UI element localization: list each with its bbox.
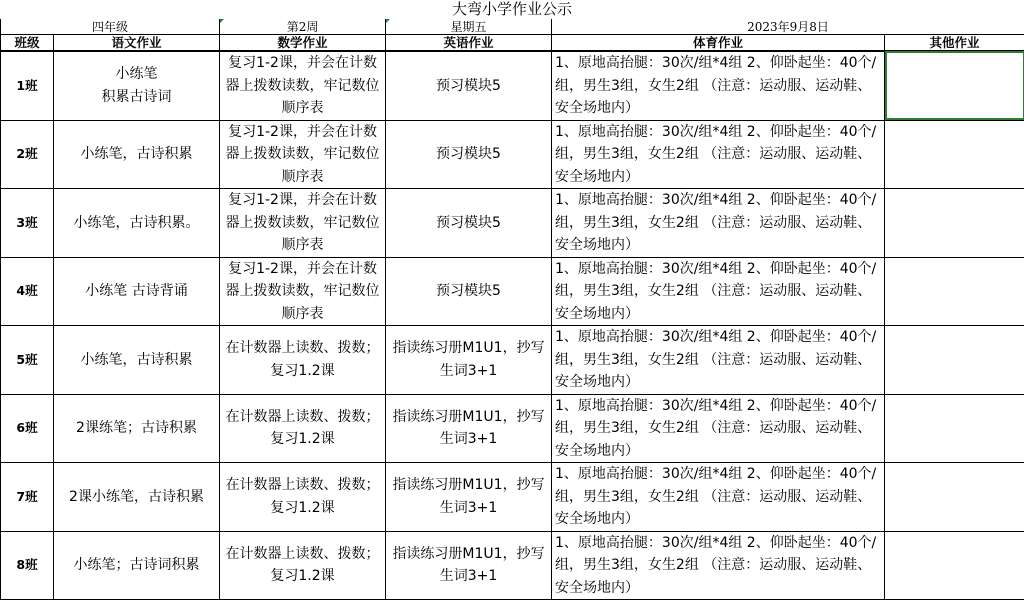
header-other[interactable]: 其他作业 <box>885 35 1024 52</box>
math-homework-cell[interactable]: 在计数器上读数、拨数；复习1.2课 <box>220 463 386 532</box>
weekday-cell[interactable]: 星期五 <box>386 19 552 35</box>
other-homework-cell[interactable] <box>885 394 1024 463</box>
table-row <box>1 120 1024 189</box>
english-homework-cell[interactable]: 指读练习册M1U1，抄写生词3+1 <box>386 531 552 600</box>
chinese-homework-cell[interactable]: 小练笔 积累古诗词 <box>54 51 220 120</box>
header-class[interactable]: 班级 <box>1 35 54 52</box>
pe-homework-cell[interactable]: 1、原地高抬腿：30次/组*4组 2、仰卧起坐：40个/组，男生3组，女生2组 （注意：运动服、运动鞋、安全场地内） <box>552 189 885 258</box>
header-row <box>1 35 1024 52</box>
math-homework-cell[interactable]: 复习1-2课，并会在计数器上拨数读数，牢记数位顺序表 <box>220 51 386 120</box>
math-homework-cell[interactable]: 在计数器上读数、拨数；复习1.2课 <box>220 531 386 600</box>
math-homework-cell[interactable]: 在计数器上读数、拨数；复习1.2课 <box>220 326 386 395</box>
other-homework-cell[interactable] <box>885 189 1024 258</box>
english-homework-cell[interactable]: 预习模块5 <box>386 189 552 258</box>
chinese-homework-cell[interactable]: 小练笔，古诗积累 <box>54 326 220 395</box>
other-homework-cell[interactable] <box>885 51 1024 120</box>
other-homework-cell[interactable] <box>885 257 1024 326</box>
chinese-homework-cell[interactable]: 小练笔，古诗积累 <box>54 120 220 189</box>
english-homework-cell[interactable]: 指读练习册M1U1，抄写生词3+1 <box>386 394 552 463</box>
class-cell[interactable]: 7班 <box>1 463 54 532</box>
pe-homework-cell[interactable]: 1、原地高抬腿：30次/组*4组 2、仰卧起坐：40个/组，男生3组，女生2组 （注意：运动服、运动鞋、安全场地内） <box>552 463 885 532</box>
class-cell[interactable]: 1班 <box>1 51 54 120</box>
english-homework-cell[interactable]: 预习模块5 <box>386 257 552 326</box>
class-cell[interactable]: 3班 <box>1 189 54 258</box>
chinese-homework-cell[interactable]: 2课练笔；古诗积累 <box>54 394 220 463</box>
table-row <box>1 189 1024 258</box>
math-homework-cell[interactable]: 在计数器上读数、拨数；复习1.2课 <box>220 394 386 463</box>
pe-homework-cell[interactable]: 1、原地高抬腿：30次/组*4组 2、仰卧起坐：40个/组，男生3组，女生2组 （注意：运动服、运动鞋、安全场地内） <box>552 257 885 326</box>
header-chinese[interactable]: 语文作业 <box>54 35 220 52</box>
header-english[interactable]: 英语作业 <box>386 35 552 52</box>
other-homework-cell[interactable] <box>885 326 1024 395</box>
meta-row <box>1 19 1024 35</box>
class-cell[interactable]: 6班 <box>1 394 54 463</box>
class-cell[interactable]: 2班 <box>1 120 54 189</box>
english-homework-cell[interactable]: 预习模块5 <box>386 120 552 189</box>
pe-homework-cell[interactable]: 1、原地高抬腿：30次/组*4组 2、仰卧起坐：40个/组，男生3组，女生2组 （注意：运动服、运动鞋、安全场地内） <box>552 51 885 120</box>
table-row <box>1 394 1024 463</box>
class-cell[interactable]: 4班 <box>1 257 54 326</box>
pe-homework-cell[interactable]: 1、原地高抬腿：30次/组*4组 2、仰卧起坐：40个/组，男生3组，女生2组 （注意：运动服、运动鞋、安全场地内） <box>552 394 885 463</box>
other-homework-cell[interactable] <box>885 531 1024 600</box>
homework-table <box>0 19 1024 600</box>
date-cell[interactable]: 2023年9月8日 <box>552 19 1024 35</box>
grade-cell[interactable]: 四年级 <box>1 19 220 35</box>
pe-homework-cell[interactable]: 1、原地高抬腿：30次/组*4组 2、仰卧起坐：40个/组，男生3组，女生2组 （注意：运动服、运动鞋、安全场地内） <box>552 326 885 395</box>
pe-homework-cell[interactable]: 1、原地高抬腿：30次/组*4组 2、仰卧起坐：40个/组，男生3组，女生2组 （注意：运动服、运动鞋、安全场地内） <box>552 531 885 600</box>
english-homework-cell[interactable]: 预习模块5 <box>386 51 552 120</box>
math-homework-cell[interactable]: 复习1-2课，并会在计数器上拨数读数，牢记数位顺序表 <box>220 189 386 258</box>
table-row <box>1 326 1024 395</box>
chinese-homework-cell[interactable]: 小练笔；古诗词积累 <box>54 531 220 600</box>
week-cell[interactable]: 第2周 <box>220 19 386 35</box>
other-homework-cell[interactable] <box>885 463 1024 532</box>
math-homework-cell[interactable]: 复习1-2课，并会在计数器上拨数读数，牢记数位顺序表 <box>220 257 386 326</box>
english-homework-cell[interactable]: 指读练习册M1U1，抄写生词3+1 <box>386 326 552 395</box>
page-title: 大弯小学作业公示 <box>451 0 572 18</box>
chinese-homework-cell[interactable]: 小练笔，古诗积累。 <box>54 189 220 258</box>
header-math[interactable]: 数学作业 <box>220 35 386 52</box>
class-cell[interactable]: 5班 <box>1 326 54 395</box>
other-homework-cell[interactable] <box>885 120 1024 189</box>
table-row <box>1 463 1024 532</box>
pe-homework-cell[interactable]: 1、原地高抬腿：30次/组*4组 2、仰卧起坐：40个/组，男生3组，女生2组 （注意：运动服、运动鞋、安全场地内） <box>552 120 885 189</box>
table-row <box>1 51 1024 120</box>
math-homework-cell[interactable]: 复习1-2课，并会在计数器上拨数读数，牢记数位顺序表 <box>220 120 386 189</box>
table-row <box>1 531 1024 600</box>
english-homework-cell[interactable]: 指读练习册M1U1，抄写生词3+1 <box>386 463 552 532</box>
chinese-homework-cell[interactable]: 小练笔 古诗背诵 <box>54 257 220 326</box>
class-cell[interactable]: 8班 <box>1 531 54 600</box>
table-row <box>1 257 1024 326</box>
chinese-homework-cell[interactable]: 2课小练笔，古诗积累 <box>54 463 220 532</box>
header-pe[interactable]: 体育作业 <box>552 35 885 52</box>
